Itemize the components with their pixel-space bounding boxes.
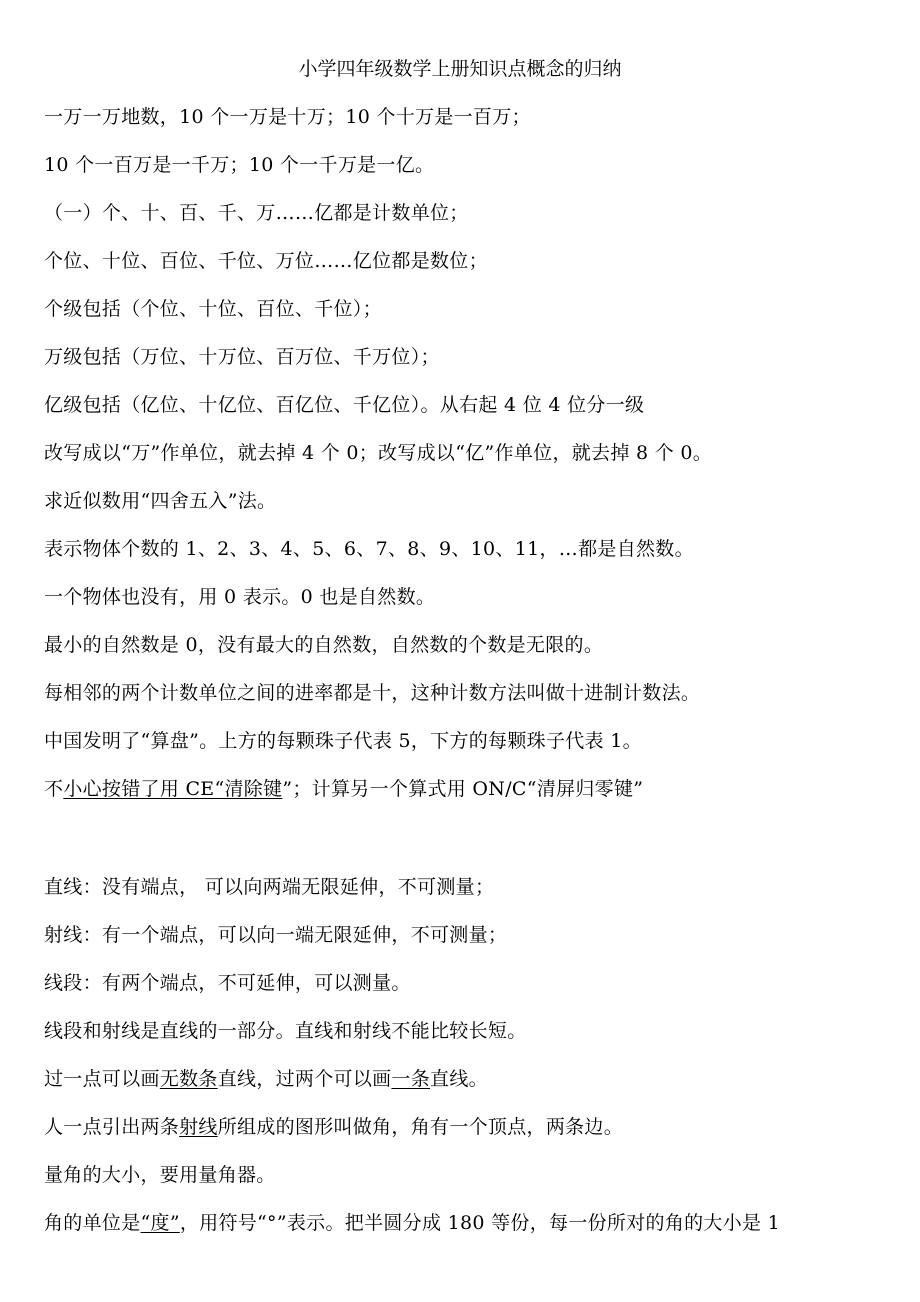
text-segment: 个位、十位、百位、千位、万位……亿位都是数位； [44, 250, 488, 272]
text-segment: ，用符号“°”表示。把半圆分成 180 等份，每一份所对的角的大小是 1 [179, 1212, 781, 1234]
text-segment: 一万一万地数，10 个一万是十万；10 个十万是一百万； [44, 106, 531, 128]
text-segment: 人一点引出两条 [44, 1116, 180, 1138]
text-line [44, 632, 914, 658]
text-segment: 直线，过两个可以画 [217, 1068, 392, 1090]
underlined-text: 无数条 [159, 1068, 218, 1090]
text-line [44, 680, 914, 706]
text-line [44, 152, 914, 178]
text-line [44, 440, 914, 466]
text-segment: 改写成以“万”作单位，就去掉 4 个 0；改写成以“亿”作单位，就去掉 8 个 0。 [44, 442, 713, 464]
underlined-text: 小心按错了用 CE“清除键 [63, 778, 283, 800]
text-segment: 中国发明了“算盘”。上方的每颗珠子代表 5，下方的每颗珠子代表 1。 [44, 730, 642, 752]
text-line [44, 584, 914, 610]
text-line [44, 488, 914, 514]
text-segment: 不 [44, 778, 64, 800]
text-segment: 一个物体也没有，用 0 表示。0 也是自然数。 [44, 586, 436, 608]
text-segment: 求近似数用“四舍五入”法。 [44, 490, 277, 512]
text-segment: 每相邻的两个计数单位之间的进率都是十，这种计数方法叫做十进制计数法。 [44, 682, 701, 704]
text-line [44, 248, 914, 274]
text-segment: （一）个、十、百、千、万……亿都是计数单位； [44, 202, 469, 224]
text-segment: 直线：没有端点， 可以向两端无限延伸，不可测量； [44, 876, 495, 898]
text-line [44, 1210, 914, 1236]
text-line [44, 392, 914, 418]
underlined-text: 射线 [179, 1116, 218, 1138]
text-segment: 线段和射线是直线的一部分。直线和射线不能比较长短。 [44, 1020, 527, 1042]
text-line [44, 200, 914, 226]
text-segment: 过一点可以画 [44, 1068, 160, 1090]
text-segment: 直线。 [430, 1068, 488, 1090]
text-line [44, 874, 914, 900]
text-segment: 表示物体个数的 1、2、3、4、5、6、7、8、9、10、11，…都是自然数。 [44, 538, 694, 560]
text-segment: 个级包括（个位、十位、百位、千位）； [44, 298, 382, 320]
text-line [44, 776, 914, 802]
document-title: 小学四年级数学上册知识点概念的归纳 [298, 58, 622, 80]
text-segment: 亿级包括（亿位、十亿位、百亿位、千亿位）。从右起 4 位 4 位分一级 [44, 394, 645, 416]
text-segment: 线段：有两个端点，不可延伸，可以测量。 [44, 972, 411, 994]
text-line [44, 1018, 914, 1044]
text-segment: 射线：有一个端点，可以向一端无限延伸，不可测量； [44, 924, 508, 946]
text-segment: 10 个一百万是一千万；10 个一千万是一亿。 [44, 154, 435, 176]
underlined-text: 一条 [391, 1068, 431, 1090]
text-line [44, 1114, 914, 1140]
text-segment: 万级包括（万位、十万位、百万位、千万位）； [44, 346, 440, 368]
text-line [44, 104, 914, 130]
text-line [44, 296, 914, 322]
text-line [44, 536, 914, 562]
text-segment: 角的单位是 [44, 1212, 141, 1234]
text-segment: ”；计算另一个算式用 ON/C“清屏归零键” [282, 778, 644, 800]
text-line [44, 728, 914, 754]
text-line [44, 1066, 914, 1092]
text-line [44, 344, 914, 370]
text-line [44, 970, 914, 996]
text-segment: 最小的自然数是 0，没有最大的自然数，自然数的个数是无限的。 [44, 634, 604, 656]
text-line [44, 1162, 914, 1188]
text-line [44, 922, 914, 948]
underlined-text: “度” [140, 1212, 180, 1234]
text-segment: 所组成的图形叫做角，角有一个顶点，两条边。 [217, 1116, 624, 1138]
text-segment: 量角的大小，要用量角器。 [44, 1164, 276, 1186]
